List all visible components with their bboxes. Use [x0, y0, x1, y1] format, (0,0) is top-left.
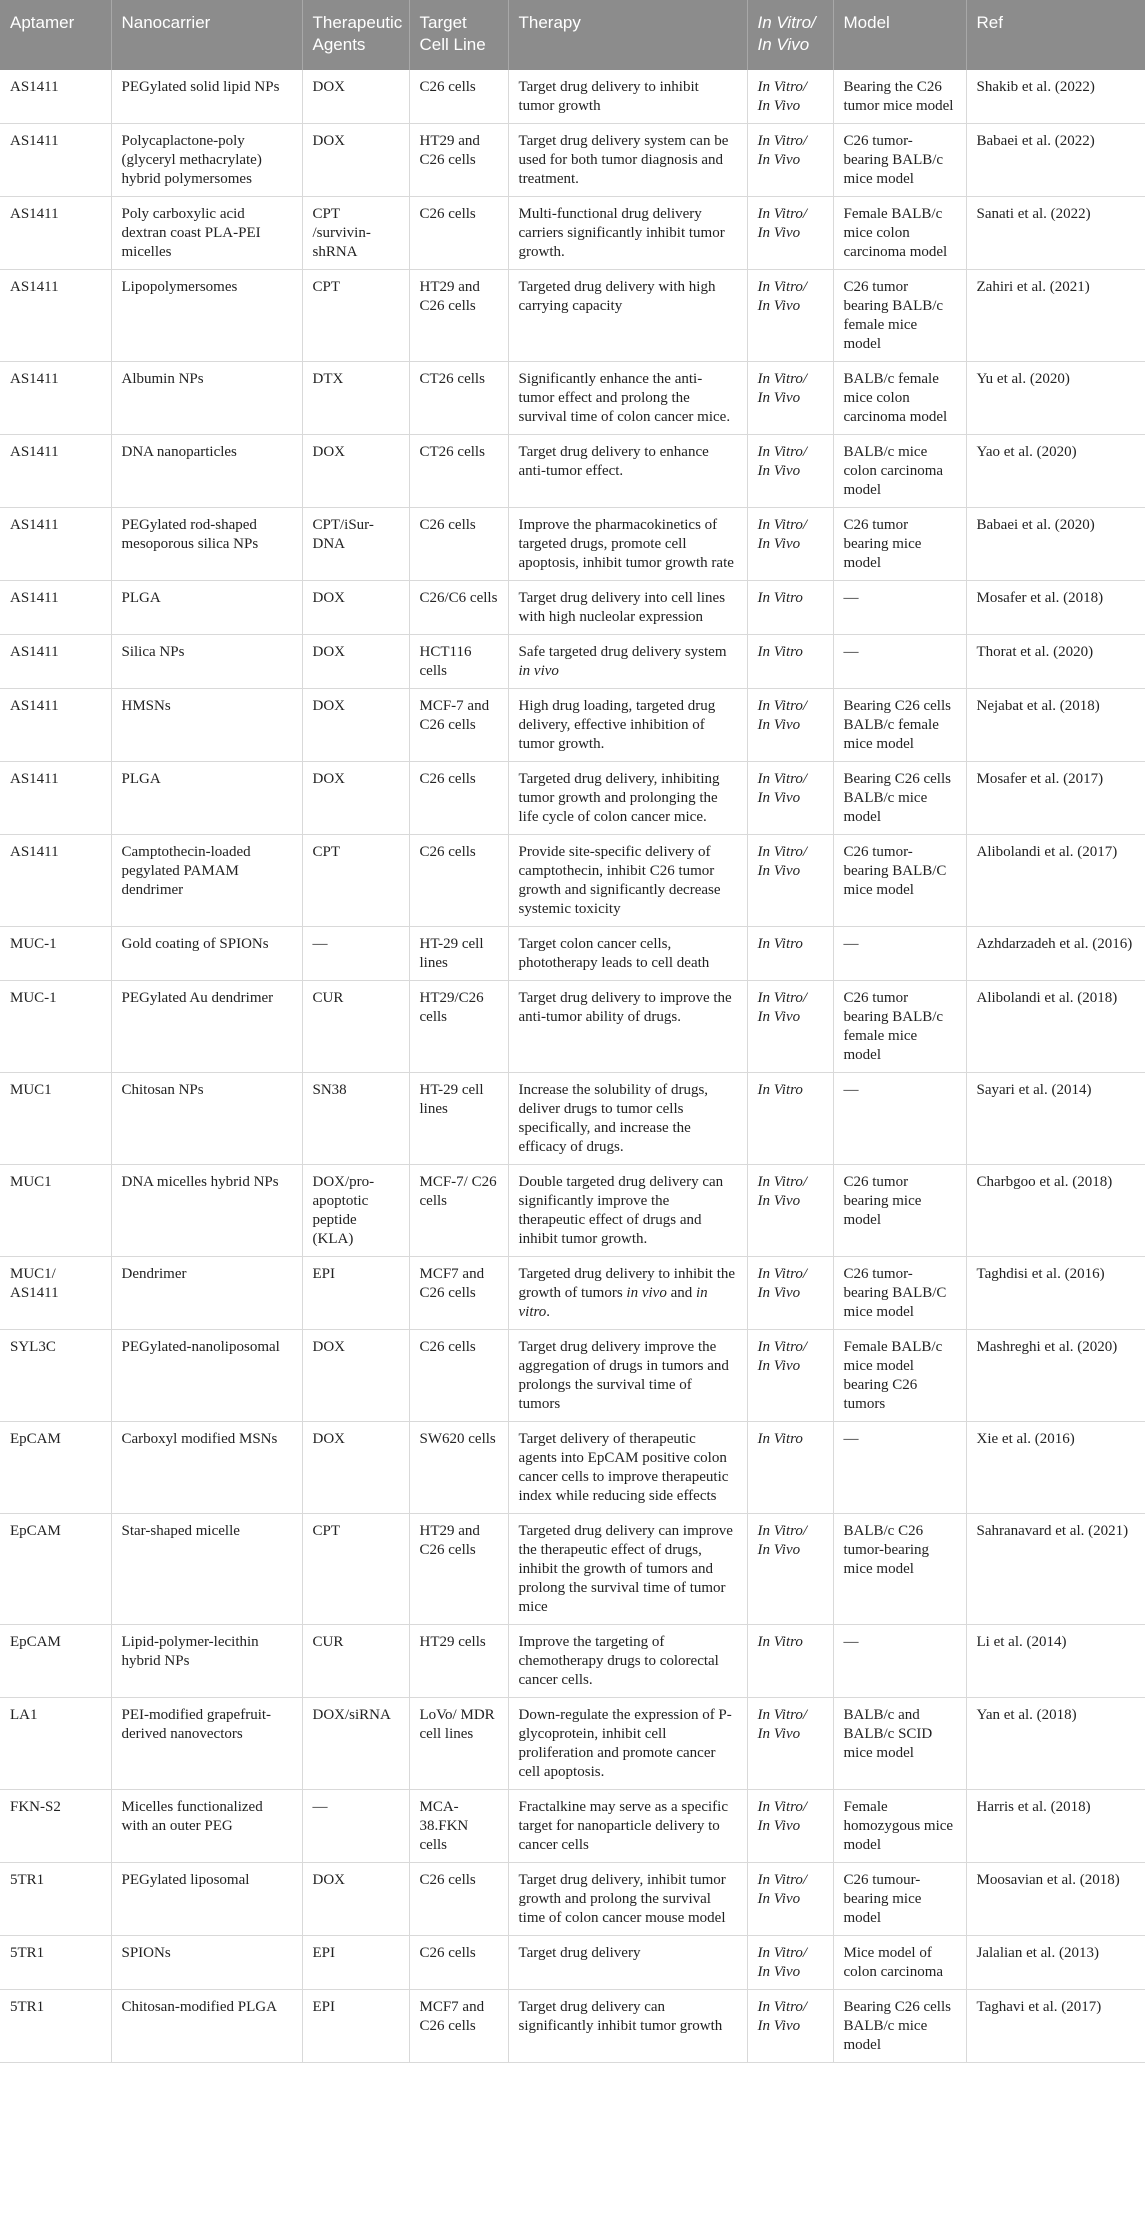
cell-model: C26 tumor-bearing BALB/C mice model — [833, 1257, 966, 1330]
cell-nanocarrier: Star-shaped micelle — [111, 1514, 302, 1625]
cell-therapy — [508, 581, 747, 635]
cell-therapy — [508, 362, 747, 435]
cell-agents: DOX — [302, 1330, 409, 1422]
cell-model: BALB/c C26 tumor-bearing mice model — [833, 1514, 966, 1625]
cell-nanocarrier: PEGylated rod-shaped mesoporous silica NPs — [111, 508, 302, 581]
cell-ref: Thorat et al. (2020) — [966, 635, 1145, 689]
cell-vitro: In Vitro/ In Vivo — [747, 508, 833, 581]
cell-model: Female BALB/c mice model bearing C26 tumors — [833, 1330, 966, 1422]
cell-vitro: In Vitro/ In Vivo — [747, 124, 833, 197]
table-row — [0, 197, 1145, 270]
cell-aptamer: SYL3C — [0, 1330, 111, 1422]
cell-ref: Alibolandi et al. (2017) — [966, 835, 1145, 927]
cell-ref: Charbgoo et al. (2018) — [966, 1165, 1145, 1257]
cell-cell-line: MCF-7/ C26 cells — [409, 1165, 508, 1257]
cell-model: BALB/c mice colon carcinoma model — [833, 435, 966, 508]
therapy-text: Target drug delivery into cell lines with high nucleolar expression — [518, 590, 726, 625]
cell-therapy — [508, 124, 747, 197]
cell-agents: — — [302, 1790, 409, 1863]
cell-nanocarrier: Carboxyl modified MSNs — [111, 1422, 302, 1514]
table-row — [0, 270, 1145, 362]
cell-agents: CUR — [302, 1625, 409, 1698]
cell-aptamer: AS1411 — [0, 635, 111, 689]
cell-model: C26 tumor-bearing BALB/C mice model — [833, 835, 966, 927]
cell-model: Bearing the C26 tumor mice model — [833, 70, 966, 124]
cell-vitro: In Vitro — [747, 1422, 833, 1514]
cell-vitro: In Vitro — [747, 635, 833, 689]
cell-agents: DOX — [302, 762, 409, 835]
cell-therapy — [508, 1936, 747, 1990]
cell-cell-line: C26 cells — [409, 1936, 508, 1990]
therapy-text: Target drug delivery system can be used for both tumor diagnosis and treatment. — [518, 133, 729, 187]
cell-cell-line: C26 cells — [409, 197, 508, 270]
therapy-text: Target drug delivery to improve the anti-tumor ability of drugs. — [518, 990, 732, 1025]
table-row — [0, 70, 1145, 124]
cell-therapy — [508, 270, 747, 362]
therapy-text: Provide site-specific delivery of camptothecin, inhibit C26 tumor growth and significantly decrease systemic toxicity — [518, 844, 721, 917]
cell-vitro: In Vitro — [747, 581, 833, 635]
cell-nanocarrier: PLGA — [111, 762, 302, 835]
cell-therapy — [508, 635, 747, 689]
table-row — [0, 1790, 1145, 1863]
cell-nanocarrier: Poly carboxylic acid dextran coast PLA-PEI micelles — [111, 197, 302, 270]
cell-ref: Shakib et al. (2022) — [966, 70, 1145, 124]
therapy-text: Target drug delivery to inhibit tumor growth — [518, 79, 699, 114]
cell-cell-line: HT29 and C26 cells — [409, 124, 508, 197]
cell-agents: DTX — [302, 362, 409, 435]
therapy-text: Target drug delivery to enhance anti-tumor effect. — [518, 444, 709, 479]
cell-agents: EPI — [302, 1936, 409, 1990]
cell-aptamer: AS1411 — [0, 270, 111, 362]
cell-model: Female homozygous mice model — [833, 1790, 966, 1863]
cell-model: BALB/c and BALB/c SCID mice model — [833, 1698, 966, 1790]
cell-vitro: In Vitro/ In Vivo — [747, 1790, 833, 1863]
cell-nanocarrier: HMSNs — [111, 689, 302, 762]
table-row — [0, 435, 1145, 508]
cell-agents: DOX — [302, 689, 409, 762]
cell-agents: DOX — [302, 581, 409, 635]
cell-cell-line: CT26 cells — [409, 435, 508, 508]
table-row — [0, 1863, 1145, 1936]
cell-vitro: In Vitro — [747, 1625, 833, 1698]
cell-cell-line: HCT116 cells — [409, 635, 508, 689]
header-therapy: Therapy — [508, 0, 747, 70]
cell-model: — — [833, 581, 966, 635]
cell-cell-line: HT-29 cell lines — [409, 927, 508, 981]
cell-model: — — [833, 1625, 966, 1698]
cell-agents: DOX — [302, 1422, 409, 1514]
cell-ref: Nejabat et al. (2018) — [966, 689, 1145, 762]
cell-agents: DOX — [302, 1863, 409, 1936]
cell-ref: Sahranavard et al. (2021) — [966, 1514, 1145, 1625]
cell-cell-line: HT29 and C26 cells — [409, 270, 508, 362]
cell-agents: DOX — [302, 435, 409, 508]
cell-aptamer: EpCAM — [0, 1625, 111, 1698]
therapy-text: Safe targeted drug delivery system — [518, 644, 727, 660]
therapy-text: Down-regulate the expression of P-glycoprotein, inhibit cell proliferation and promote cancer cell apoptosis. — [518, 1707, 732, 1780]
table-row — [0, 362, 1145, 435]
cell-therapy — [508, 1422, 747, 1514]
cell-vitro: In Vitro/ In Vivo — [747, 1165, 833, 1257]
table-row — [0, 1073, 1145, 1165]
cell-agents: DOX — [302, 124, 409, 197]
cell-nanocarrier: Lipopolymersomes — [111, 270, 302, 362]
cell-aptamer: AS1411 — [0, 508, 111, 581]
cell-therapy — [508, 1625, 747, 1698]
cell-nanocarrier: Albumin NPs — [111, 362, 302, 435]
header-model: Model — [833, 0, 966, 70]
cell-ref: Li et al. (2014) — [966, 1625, 1145, 1698]
cell-model: Mice model of colon carcinoma — [833, 1936, 966, 1990]
cell-aptamer: AS1411 — [0, 435, 111, 508]
table-row — [0, 581, 1145, 635]
cell-vitro: In Vitro/ In Vivo — [747, 1257, 833, 1330]
cell-aptamer: AS1411 — [0, 362, 111, 435]
cell-ref: Harris et al. (2018) — [966, 1790, 1145, 1863]
cell-model: — — [833, 1422, 966, 1514]
cell-agents: CPT — [302, 270, 409, 362]
cell-ref: Sanati et al. (2022) — [966, 197, 1145, 270]
therapy-text: Target drug delivery — [518, 1945, 641, 1961]
cell-nanocarrier: Gold coating of SPIONs — [111, 927, 302, 981]
cell-vitro: In Vitro/ In Vivo — [747, 197, 833, 270]
header-aptamer: Aptamer — [0, 0, 111, 70]
cell-ref: Mosafer et al. (2017) — [966, 762, 1145, 835]
cell-aptamer: MUC-1 — [0, 981, 111, 1073]
therapy-mid: and — [670, 1285, 693, 1301]
cell-agents: CPT — [302, 1514, 409, 1625]
table-row — [0, 1698, 1145, 1790]
cell-agents: DOX/siRNA — [302, 1698, 409, 1790]
cell-therapy — [508, 1698, 747, 1790]
cell-nanocarrier: PEI-modified grapefruit-derived nanovectors — [111, 1698, 302, 1790]
therapy-text: Targeted drug delivery with high carrying capacity — [518, 279, 716, 314]
cell-nanocarrier: Lipid-polymer-lecithin hybrid NPs — [111, 1625, 302, 1698]
therapy-text: Targeted drug delivery can improve the therapeutic effect of drugs, inhibit the growth of tumors and prolong the survival time of tumor mice — [518, 1523, 733, 1615]
cell-nanocarrier: Polycaplactone-poly (glyceryl methacrylate) hybrid polymersomes — [111, 124, 302, 197]
cell-vitro: In Vitro/ In Vivo — [747, 435, 833, 508]
cell-vitro: In Vitro — [747, 927, 833, 981]
header-therapeutic-agents: Therapeutic Agents — [302, 0, 409, 70]
cell-vitro: In Vitro/ In Vivo — [747, 689, 833, 762]
cell-therapy — [508, 508, 747, 581]
cell-aptamer: MUC1/ AS1411 — [0, 1257, 111, 1330]
table-row — [0, 1625, 1145, 1698]
cell-vitro: In Vitro — [747, 1073, 833, 1165]
header-row — [0, 0, 1145, 70]
table-row — [0, 835, 1145, 927]
cell-therapy — [508, 1257, 747, 1330]
cell-therapy — [508, 1790, 747, 1863]
therapy-text: Double targeted drug delivery can significantly improve the therapeutic effect of drugs and inhibit tumor growth. — [518, 1174, 724, 1247]
cell-therapy — [508, 835, 747, 927]
table-row — [0, 689, 1145, 762]
cell-aptamer: FKN-S2 — [0, 1790, 111, 1863]
cell-model: — — [833, 635, 966, 689]
cell-therapy — [508, 927, 747, 981]
cell-aptamer: AS1411 — [0, 762, 111, 835]
cell-agents: DOX — [302, 635, 409, 689]
cell-aptamer: EpCAM — [0, 1422, 111, 1514]
cell-model: C26 tumor-bearing BALB/c mice model — [833, 124, 966, 197]
table-row — [0, 1165, 1145, 1257]
cell-cell-line: MCA-38.FKN cells — [409, 1790, 508, 1863]
cell-nanocarrier: PEGylated liposomal — [111, 1863, 302, 1936]
cell-cell-line: SW620 cells — [409, 1422, 508, 1514]
cell-therapy — [508, 1073, 747, 1165]
cell-model: — — [833, 927, 966, 981]
cell-nanocarrier: DNA nanoparticles — [111, 435, 302, 508]
cell-cell-line: MCF7 and C26 cells — [409, 1257, 508, 1330]
cell-therapy — [508, 981, 747, 1073]
cell-ref: Mashreghi et al. (2020) — [966, 1330, 1145, 1422]
table-row — [0, 124, 1145, 197]
cell-ref: Sayari et al. (2014) — [966, 1073, 1145, 1165]
cell-ref: Alibolandi et al. (2018) — [966, 981, 1145, 1073]
cell-aptamer: 5TR1 — [0, 1863, 111, 1936]
therapy-text: Multi-functional drug delivery carriers significantly inhibit tumor growth. — [518, 206, 725, 260]
therapy-italic: in vivo — [626, 1285, 667, 1301]
cell-ref: Yan et al. (2018) — [966, 1698, 1145, 1790]
therapy-text: Target drug delivery, inhibit tumor growth and prolong the survival time of colon cancer mouse model — [518, 1872, 726, 1926]
cell-model: Female BALB/c mice colon carcinoma model — [833, 197, 966, 270]
cell-aptamer: AS1411 — [0, 197, 111, 270]
cell-aptamer: EpCAM — [0, 1514, 111, 1625]
cell-ref: Jalalian et al. (2013) — [966, 1936, 1145, 1990]
table-row — [0, 1330, 1145, 1422]
cell-vitro: In Vitro/ In Vivo — [747, 1330, 833, 1422]
cell-therapy — [508, 689, 747, 762]
table-row — [0, 1936, 1145, 1990]
cell-cell-line: LoVo/ MDR cell lines — [409, 1698, 508, 1790]
therapy-text: Targeted drug delivery to inhibit the growth of tumors — [518, 1266, 736, 1301]
therapy-text: Target delivery of therapeutic agents into EpCAM positive colon cancer cells to improve therapeutic index while reducing side effects — [518, 1431, 729, 1504]
cell-therapy — [508, 762, 747, 835]
cell-nanocarrier: PEGylated Au dendrimer — [111, 981, 302, 1073]
therapy-text: Targeted drug delivery, inhibiting tumor growth and prolonging the life cycle of colon cancer mice. — [518, 771, 720, 825]
header-in-vitro-in-vivo: In Vitro/ In Vivo — [747, 0, 833, 70]
cell-agents: DOX — [302, 70, 409, 124]
cell-cell-line: C26 cells — [409, 1863, 508, 1936]
cell-cell-line: C26 cells — [409, 1330, 508, 1422]
cell-agents: EPI — [302, 1257, 409, 1330]
cell-nanocarrier: Dendrimer — [111, 1257, 302, 1330]
cell-therapy — [508, 197, 747, 270]
therapy-text: Target drug delivery improve the aggregation of drugs in tumors and prolongs the survival time of tumors — [518, 1339, 729, 1412]
cell-agents: — — [302, 927, 409, 981]
cell-nanocarrier: PLGA — [111, 581, 302, 635]
cell-model: — — [833, 1073, 966, 1165]
cell-vitro: In Vitro/ In Vivo — [747, 835, 833, 927]
cell-vitro: In Vitro/ In Vivo — [747, 1698, 833, 1790]
therapy-text: Target drug delivery can significantly inhibit tumor growth — [518, 1999, 723, 2034]
cell-cell-line: C26 cells — [409, 762, 508, 835]
table-row — [0, 508, 1145, 581]
cell-cell-line: C26 cells — [409, 70, 508, 124]
cell-nanocarrier: PEGylated solid lipid NPs — [111, 70, 302, 124]
header-target-cell-line: Target Cell Line — [409, 0, 508, 70]
cell-agents: CPT /survivin-shRNA — [302, 197, 409, 270]
therapy-text: Increase the solubility of drugs, deliver drugs to tumor cells specifically, and increase the efficacy of drugs. — [518, 1082, 709, 1155]
cell-ref: Azhdarzadeh et al. (2016) — [966, 927, 1145, 981]
header-nanocarrier: Nanocarrier — [111, 0, 302, 70]
cell-vitro: In Vitro/ In Vivo — [747, 981, 833, 1073]
table-row — [0, 981, 1145, 1073]
table-body — [0, 70, 1145, 2063]
cell-aptamer: LA1 — [0, 1698, 111, 1790]
cell-model: C26 tumor bearing mice model — [833, 1165, 966, 1257]
cell-agents: SN38 — [302, 1073, 409, 1165]
cell-cell-line: HT29/C26 cells — [409, 981, 508, 1073]
cell-ref: Moosavian et al. (2018) — [966, 1863, 1145, 1936]
cell-ref: Taghavi et al. (2017) — [966, 1990, 1145, 2063]
cell-aptamer: 5TR1 — [0, 1936, 111, 1990]
cell-vitro: In Vitro/ In Vivo — [747, 762, 833, 835]
cell-aptamer: MUC-1 — [0, 927, 111, 981]
cell-ref: Xie et al. (2016) — [966, 1422, 1145, 1514]
cell-aptamer: AS1411 — [0, 581, 111, 635]
cell-aptamer: AS1411 — [0, 124, 111, 197]
cell-ref: Zahiri et al. (2021) — [966, 270, 1145, 362]
cell-model: C26 tumor bearing BALB/c female mice model — [833, 981, 966, 1073]
cell-ref: Yu et al. (2020) — [966, 362, 1145, 435]
cell-agents: CPT/iSur-DNA — [302, 508, 409, 581]
cell-cell-line: HT29 cells — [409, 1625, 508, 1698]
cell-model: C26 tumour-bearing mice model — [833, 1863, 966, 1936]
table-row — [0, 762, 1145, 835]
cell-therapy — [508, 1863, 747, 1936]
table-row — [0, 1422, 1145, 1514]
table-row — [0, 1257, 1145, 1330]
cell-ref: Babaei et al. (2020) — [966, 508, 1145, 581]
cell-vitro: In Vitro/ In Vivo — [747, 1936, 833, 1990]
cell-nanocarrier: SPIONs — [111, 1936, 302, 1990]
cell-cell-line: MCF7 and C26 cells — [409, 1990, 508, 2063]
cell-cell-line: HT-29 cell lines — [409, 1073, 508, 1165]
cell-vitro: In Vitro/ In Vivo — [747, 1514, 833, 1625]
table-row — [0, 927, 1145, 981]
cell-model: BALB/c female mice colon carcinoma model — [833, 362, 966, 435]
therapy-end: . — [546, 1304, 551, 1320]
cell-therapy — [508, 70, 747, 124]
cell-agents: CUR — [302, 981, 409, 1073]
cell-vitro: In Vitro/ In Vivo — [747, 1990, 833, 2063]
cell-nanocarrier: Camptothecin-loaded pegylated PAMAM dendrimer — [111, 835, 302, 927]
cell-agents: CPT — [302, 835, 409, 927]
cell-ref: Yao et al. (2020) — [966, 435, 1145, 508]
cell-agents: DOX/pro-apoptotic peptide (KLA) — [302, 1165, 409, 1257]
cell-cell-line: CT26 cells — [409, 362, 508, 435]
cell-model: Bearing C26 cells BALB/c female mice model — [833, 689, 966, 762]
cell-model: Bearing C26 cells BALB/c mice model — [833, 762, 966, 835]
cell-nanocarrier: Micelles functionalized with an outer PEG — [111, 1790, 302, 1863]
cell-aptamer: 5TR1 — [0, 1990, 111, 2063]
cell-therapy — [508, 435, 747, 508]
cell-model: C26 tumor bearing BALB/c female mice model — [833, 270, 966, 362]
therapy-text: Improve the targeting of chemotherapy drugs to colorectal cancer cells. — [518, 1634, 719, 1688]
therapy-text: Improve the pharmacokinetics of targeted drugs, promote cell apoptosis, inhibit tumor growth rate — [518, 517, 734, 571]
cell-nanocarrier: Chitosan-modified PLGA — [111, 1990, 302, 2063]
cell-vitro: In Vitro/ In Vivo — [747, 362, 833, 435]
cell-nanocarrier: DNA micelles hybrid NPs — [111, 1165, 302, 1257]
table-row — [0, 635, 1145, 689]
cell-model: Bearing C26 cells BALB/c mice model — [833, 1990, 966, 2063]
cell-ref: Taghdisi et al. (2016) — [966, 1257, 1145, 1330]
cell-aptamer: AS1411 — [0, 689, 111, 762]
cell-aptamer: AS1411 — [0, 70, 111, 124]
therapy-text: High drug loading, targeted drug delivery, effective inhibition of tumor growth. — [518, 698, 716, 752]
therapy-text: Target colon cancer cells, phototherapy leads to cell death — [518, 936, 710, 971]
cell-cell-line: C26 cells — [409, 835, 508, 927]
cell-aptamer: MUC1 — [0, 1073, 111, 1165]
therapy-text: Significantly enhance the anti-tumor effect and prolong the survival time of colon cancer mice. — [518, 371, 731, 425]
header-ref: Ref — [966, 0, 1145, 70]
therapy-text: Fractalkine may serve as a specific target for nanoparticle delivery to cancer cells — [518, 1799, 728, 1853]
therapy-italic: in vivo — [518, 663, 559, 679]
cell-aptamer: MUC1 — [0, 1165, 111, 1257]
cell-agents: EPI — [302, 1990, 409, 2063]
cell-nanocarrier: Silica NPs — [111, 635, 302, 689]
cell-vitro: In Vitro/ In Vivo — [747, 1863, 833, 1936]
cell-cell-line: HT29 and C26 cells — [409, 1514, 508, 1625]
cell-nanocarrier: Chitosan NPs — [111, 1073, 302, 1165]
cell-nanocarrier: PEGylated-nanoliposomal — [111, 1330, 302, 1422]
therapy-italic2: in vitro — [518, 1285, 708, 1320]
cell-therapy — [508, 1330, 747, 1422]
cell-ref: Mosafer et al. (2018) — [966, 581, 1145, 635]
table-row — [0, 1514, 1145, 1625]
cell-vitro: In Vitro/ In Vivo — [747, 270, 833, 362]
cell-cell-line: MCF-7 and C26 cells — [409, 689, 508, 762]
cell-model: C26 tumor bearing mice model — [833, 508, 966, 581]
cell-therapy — [508, 1514, 747, 1625]
table-row — [0, 1990, 1145, 2063]
cell-cell-line: C26/C6 cells — [409, 581, 508, 635]
cell-ref: Babaei et al. (2022) — [966, 124, 1145, 197]
cell-aptamer: AS1411 — [0, 835, 111, 927]
cell-therapy — [508, 1165, 747, 1257]
cell-therapy — [508, 1990, 747, 2063]
cell-cell-line: C26 cells — [409, 508, 508, 581]
cell-vitro: In Vitro/ In Vivo — [747, 70, 833, 124]
